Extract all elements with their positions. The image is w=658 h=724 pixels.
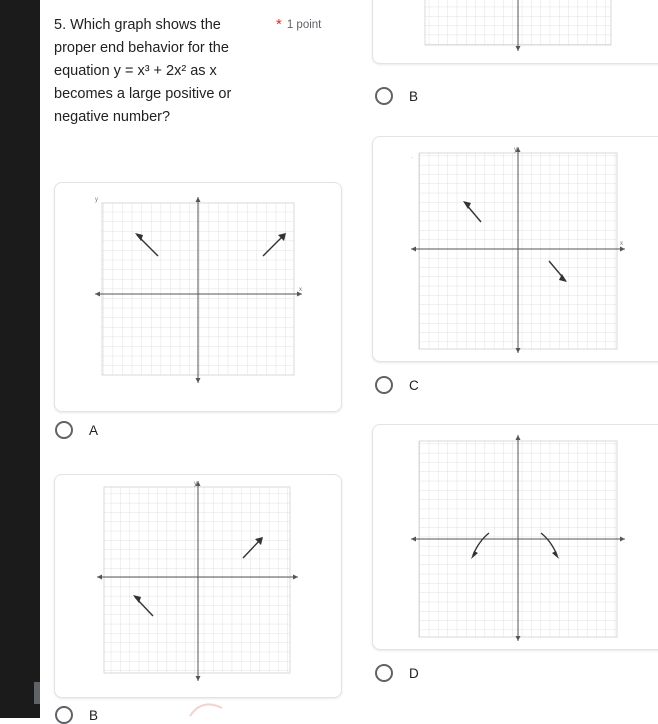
option-a-row[interactable] (55, 421, 98, 439)
option-b-lower-row[interactable] (55, 706, 98, 724)
svg-text:y: y (514, 147, 517, 153)
option-d-radio[interactable] (375, 664, 393, 682)
option-b-top-radio[interactable] (375, 87, 393, 105)
svg-text:x: x (620, 241, 623, 247)
svg-text:·: · (411, 155, 413, 161)
svg-text:x: x (299, 287, 302, 293)
option-c-row[interactable] (375, 376, 419, 394)
points-label: 1 point (286, 19, 322, 31)
graph-option-a (55, 183, 341, 411)
scroll-caret-icon (188, 696, 228, 718)
option-d-label: D (409, 665, 419, 681)
left-column (40, 0, 358, 723)
svg-text:y: y (194, 481, 197, 487)
option-b-top-row[interactable] (375, 87, 418, 105)
question-block (54, 14, 354, 129)
option-b-lower-radio[interactable] (55, 706, 73, 724)
left-gutter (0, 0, 40, 718)
option-c-radio[interactable] (375, 376, 393, 394)
option-a-label: A (89, 422, 99, 438)
graph-option-b-lower (55, 475, 341, 697)
required-asterisk: * (276, 16, 282, 33)
option-b-lower-image-card[interactable] (54, 474, 342, 698)
question-text: 5. Which graph shows the proper end behavior for the equation y = x³ + 2x² as x becomes a large positive or negative number? (54, 17, 232, 125)
right-column (372, 0, 658, 718)
graph-option-b-top (373, 0, 658, 63)
graph-option-d (373, 425, 658, 649)
option-b-top-image-card[interactable] (372, 0, 658, 64)
option-d-row[interactable] (375, 664, 419, 682)
svg-text:y: y (95, 197, 98, 203)
points-indicator (276, 14, 321, 32)
option-a-image-card[interactable] (54, 182, 342, 412)
option-b-top-label: B (409, 88, 419, 104)
option-c-image-card[interactable] (372, 136, 658, 362)
option-c-label: C (409, 377, 419, 393)
option-b-lower-label: B (89, 707, 99, 723)
option-a-radio[interactable] (55, 421, 73, 439)
graph-option-c (373, 137, 658, 361)
option-d-image-card[interactable] (372, 424, 658, 650)
